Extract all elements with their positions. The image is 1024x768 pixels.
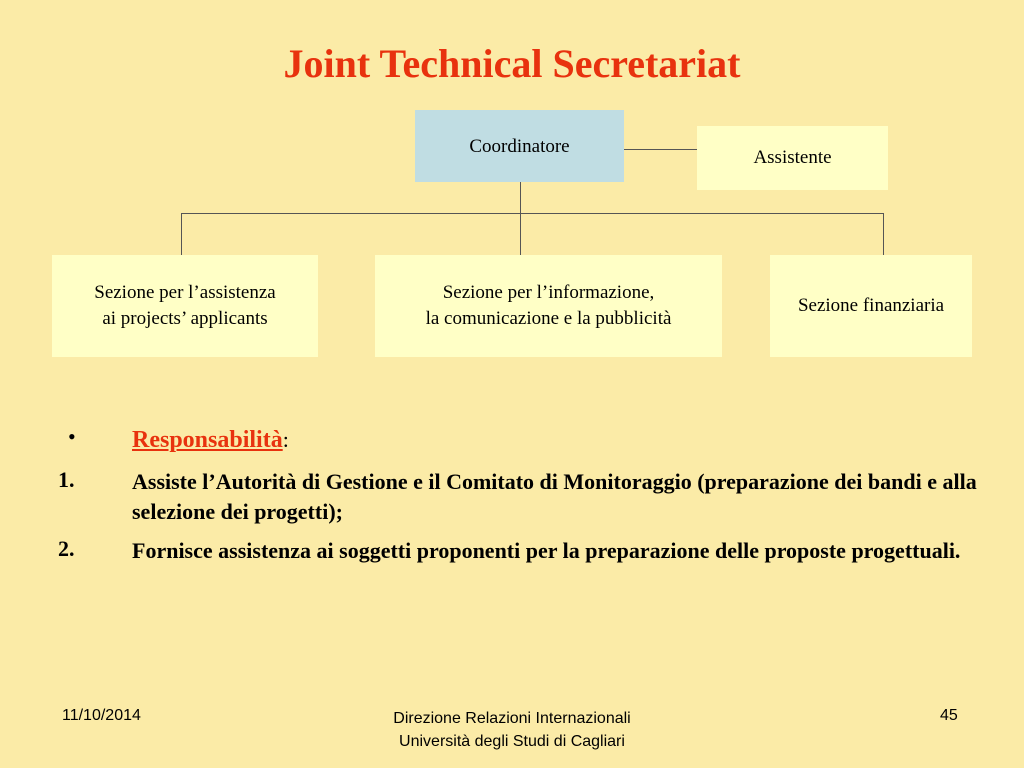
- footer-date: 11/10/2014: [62, 707, 141, 724]
- footer-institution-line2: Università degli Studi di Cagliari: [399, 733, 625, 751]
- assistant-box: [697, 126, 888, 190]
- list-item-text: Fornisce assistenza ai soggetti proponenti per la preparazione delle proposte progettuali.: [132, 538, 961, 563]
- section-box-assistance: [52, 255, 318, 357]
- section-assistance-line2: ai projects’ applicants: [102, 308, 268, 329]
- section-information-line2: la comunicazione e la pubblicità: [425, 308, 672, 329]
- footer-page-number: 45: [940, 707, 958, 724]
- assistant-label: Assistente: [753, 147, 832, 169]
- responsibilities-header: [58, 424, 978, 458]
- connector-horizontal: [181, 213, 884, 214]
- list-item: [58, 536, 978, 598]
- section-assistance-line1: Sezione per l’assistenza: [94, 282, 276, 304]
- connector-center-drop: [520, 213, 521, 255]
- section-information-line1: Sezione per l’informazione,: [442, 282, 655, 304]
- section-finance-line1: Sezione finanziaria: [797, 295, 945, 317]
- connector-coordinator-assistant: [624, 149, 698, 150]
- section-box-information: [375, 255, 722, 357]
- section-box-finance: [770, 255, 972, 357]
- responsibilities-heading: [132, 424, 978, 456]
- list-item-text: Assiste l’Autorità di Gestione e il Comitato di Monitoraggio (preparazione dei bandi e alla selezione dei progetti);: [132, 469, 977, 524]
- responsibilities-label: Responsabilità: [132, 427, 283, 453]
- list-item: [58, 467, 978, 529]
- slide-title: Joint Technical Secretariat: [283, 41, 741, 86]
- coordinator-box: [415, 110, 624, 182]
- list-item-number: 1.: [58, 467, 75, 492]
- list-item-number: 2.: [58, 536, 75, 561]
- responsibilities-colon: :: [282, 427, 289, 452]
- connector-left-drop: [181, 213, 182, 255]
- footer-institution-line1: Direzione Relazioni Internazionali: [393, 710, 631, 727]
- connector-right-drop: [883, 213, 884, 255]
- coordinator-label: Coordinatore: [469, 136, 570, 157]
- connector-coordinator-down: [520, 182, 521, 214]
- bullet-marker: •: [68, 424, 76, 449]
- footer-institution: [312, 707, 712, 753]
